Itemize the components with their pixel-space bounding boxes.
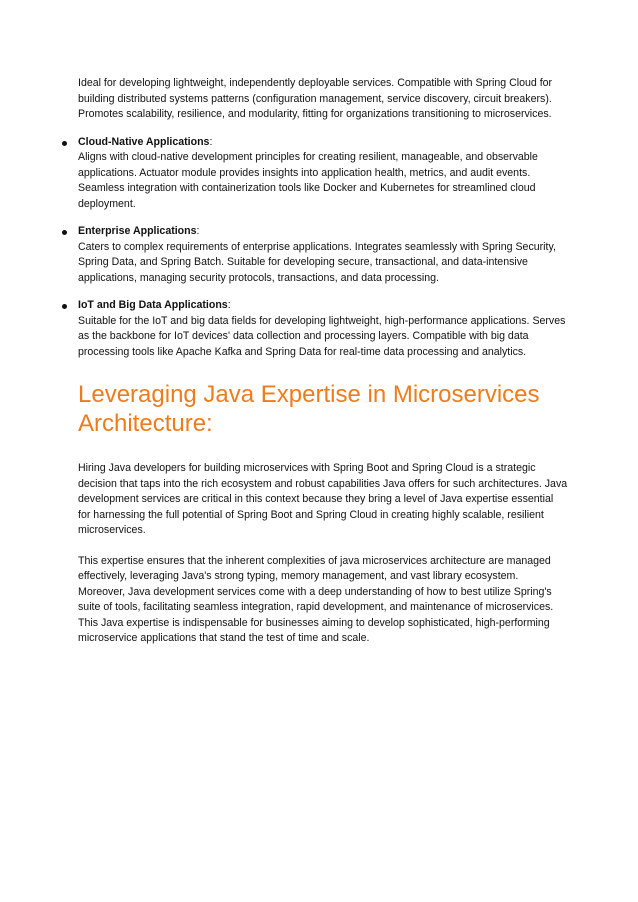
bullet-icon xyxy=(62,304,67,309)
intro-paragraph: Ideal for developing lightweight, independently deployable services. Compatible with Spring Cloud for building distributed systems patterns (configuration management, service discovery, circuit breakers). Promotes scalability, resilience, and modularity, fitting for organizations transitioning to microservices. xyxy=(78,77,553,120)
use-case-list xyxy=(78,135,568,361)
section-paragraph-2: This expertise ensures that the inherent complexities of java microservices architecture are managed effectively, leveraging Java's strong typing, memory management, and vast library ecosystem. Moreover, Java development services come with a deep understanding of how to best utilize Spring's suite of tools, facilitating seamless integration, rapid development, and maintenance of microservices. This Java expertise is indispensable for businesses aiming to develop sophisticated, high-performing microservice applications that stand the test of time and scale. xyxy=(78,554,554,644)
list-item-colon: : xyxy=(209,135,213,148)
section-heading: Leveraging Java Expertise in Microservices Architecture: xyxy=(78,381,540,437)
list-item-colon: : xyxy=(196,225,200,237)
list-item-iot-big-data xyxy=(78,298,568,360)
list-item-heading-line xyxy=(78,298,568,314)
list-item-title: Enterprise Applications xyxy=(78,225,197,237)
bullet-icon xyxy=(62,141,67,146)
list-item-enterprise xyxy=(78,224,568,286)
bullet-icon xyxy=(62,230,67,235)
list-item-title: Cloud-Native Applications xyxy=(78,135,210,148)
list-item-title: IoT and Big Data Applications xyxy=(78,299,228,311)
section-paragraph-1: Hiring Java developers for building microservices with Spring Boot and Spring Cloud is a strategic decision that taps into the rich ecosystem and robust capabilities Java offers for such architectures. Java development services are critical in this context because they bring a level of Java expertise essential for harnessing the full potential of Spring Boot and Spring Cloud in creating highly scalable, resilient microservices. xyxy=(78,462,568,536)
list-item-colon: : xyxy=(227,299,231,311)
list-item-cloud-native xyxy=(78,135,568,213)
list-item-heading-line xyxy=(78,224,568,240)
list-item-text: Suitable for the IoT and big data fields for developing lightweight, high-performance applications. Serves as the backbone for IoT devices' data collection and processing layers. Compatible with big data processing tools like Apache Kafka and Spring Data for real-time data processing and analytics. xyxy=(78,314,566,358)
page-content xyxy=(78,76,568,662)
list-item-text: Caters to complex requirements of enterprise applications. Integrates seamlessly with Spring Security, Spring Data, and Spring Batch. Suitable for developing secure, transactional, and data-intensive applications, managing security protocols, transactions, and data processing. xyxy=(78,240,556,284)
list-item-heading-line xyxy=(78,135,568,151)
list-item-text: Aligns with cloud-native development principles for creating resilient, manageable, and observable applications. Actuator module provides insights into application health, metrics, and audit events. Seamless integration with containerization tools like Docker and Kubernetes for streamlined cloud deployment. xyxy=(78,151,538,210)
